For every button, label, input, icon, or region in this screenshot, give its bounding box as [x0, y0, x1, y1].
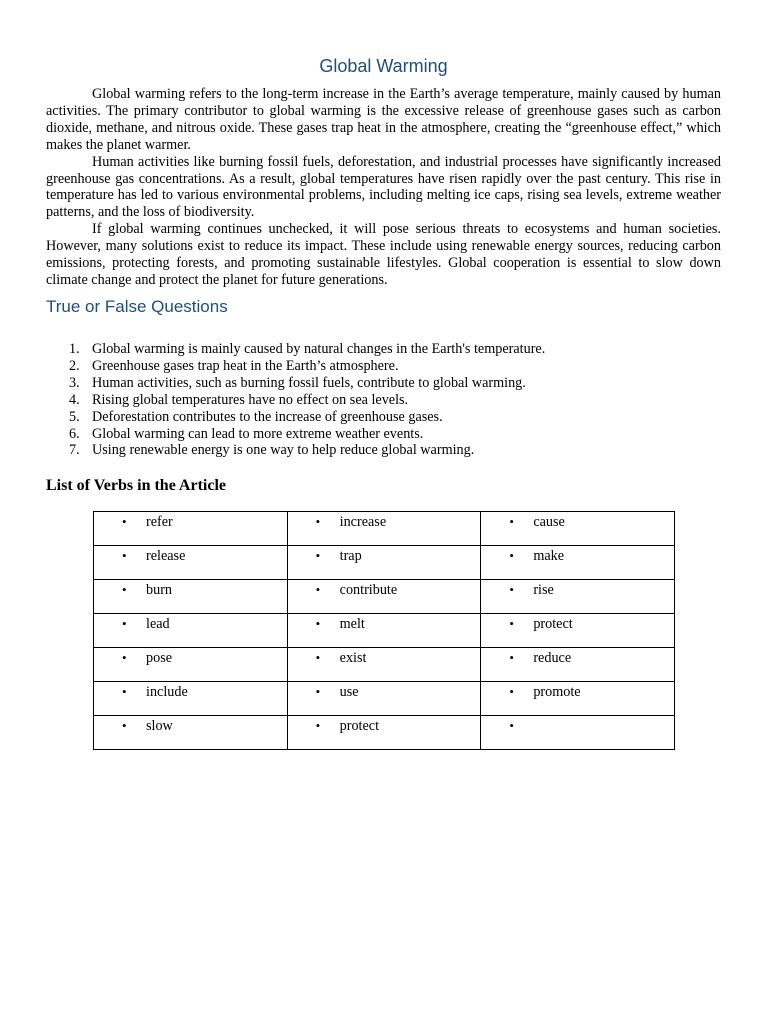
table-row	[94, 614, 675, 648]
bullet-icon: •	[122, 718, 127, 733]
verb-text: increase	[339, 514, 387, 530]
table-row	[94, 546, 675, 580]
question-item	[46, 341, 545, 358]
verb-text: make	[533, 548, 565, 564]
question-text: Deforestation contributes to the increase of greenhouse gases.	[92, 408, 443, 425]
bullet-icon: •	[509, 616, 514, 631]
question-number: 2.	[69, 357, 80, 374]
bullet-icon: •	[122, 616, 127, 631]
questions-list	[46, 341, 545, 459]
table-cell	[481, 614, 675, 648]
table-row	[94, 580, 675, 614]
question-item	[46, 442, 545, 459]
table-cell	[94, 648, 288, 682]
verb-text: rise	[533, 582, 554, 598]
bullet-icon: •	[509, 718, 514, 733]
table-cell	[287, 546, 481, 580]
question-item	[46, 392, 545, 409]
table-cell	[287, 648, 481, 682]
question-text: Global warming is mainly caused by natural changes in the Earth's temperature.	[92, 341, 546, 357]
table-cell	[287, 580, 481, 614]
verb-text: exist	[339, 650, 367, 666]
verb-text: pose	[146, 650, 173, 666]
verbs-table	[93, 511, 675, 750]
bullet-icon: •	[509, 514, 514, 529]
table-cell	[287, 614, 481, 648]
bullet-icon: •	[122, 582, 127, 597]
article-paragraph: Global warming refers to the long-term increase in the Earth’s average temperature, mainly caused by human activities. The primary contributor to global warming is the excessive release of greenhouse gases such as carbon dioxide, methane, and nitrous oxide. These gases trap heat in the atmosphere, creating the “greenhouse effect,” which makes the planet warmer.	[46, 86, 721, 153]
verb-text: promote	[533, 684, 581, 700]
bullet-icon: •	[315, 514, 321, 529]
verb-text: protect	[339, 718, 380, 734]
table-cell	[481, 682, 675, 716]
verb-text: melt	[339, 616, 365, 632]
bullet-icon: •	[315, 616, 321, 631]
table-cell	[287, 682, 481, 716]
question-item	[46, 409, 545, 426]
table-cell	[481, 546, 675, 580]
verb-text: contribute	[339, 582, 398, 598]
bullet-icon: •	[315, 582, 321, 597]
table-cell	[287, 716, 481, 750]
table-row	[94, 512, 675, 546]
article-paragraph: Human activities like burning fossil fuels, deforestation, and industrial processes have significantly increased greenhouse gas concentrations. As a result, global temperatures have risen rapidly over the past century. This rise in temperature has led to various environmental problems, including melting ice caps, rising sea levels, extreme weather patterns, and the loss of biodiversity.	[46, 153, 721, 221]
verb-text: protect	[533, 616, 573, 632]
table-cell	[94, 546, 288, 580]
table-row	[94, 648, 675, 682]
question-text: Human activities, such as burning fossil fuels, contribute to global warming.	[92, 374, 526, 391]
table-cell	[94, 716, 288, 750]
verb-text: burn	[146, 582, 173, 598]
bullet-icon: •	[509, 582, 514, 597]
table-row	[94, 682, 675, 716]
question-number: 3.	[69, 374, 80, 391]
bullet-icon: •	[509, 650, 514, 665]
verb-text: lead	[146, 616, 170, 632]
verb-text: slow	[146, 718, 173, 734]
bullet-icon: •	[315, 718, 321, 733]
question-item	[46, 426, 545, 443]
question-text: Greenhouse gases trap heat in the Earth’s atmosphere.	[92, 357, 399, 374]
question-text: Global warming can lead to more extreme weather events.	[92, 425, 424, 442]
question-number: 7.	[69, 442, 80, 459]
table-cell	[481, 648, 675, 682]
verb-text: release	[146, 548, 186, 564]
bullet-icon: •	[509, 548, 514, 563]
question-item	[46, 358, 545, 375]
bullet-icon: •	[122, 650, 127, 665]
bullet-icon: •	[122, 548, 127, 563]
question-number: 6.	[69, 425, 80, 442]
article-paragraph: If global warming continues unchecked, it will pose serious threats to ecosystems and human societies. However, many solutions exist to reduce its impact. These include using renewable energy sources, reducing carbon emissions, protecting forests, and promoting sustainable lifestyles. Global cooperation is essential to slow down climate change and protect the planet for future generations.	[46, 221, 721, 288]
question-number: 4.	[69, 391, 80, 408]
table-row	[94, 716, 675, 750]
table-cell	[94, 614, 288, 648]
questions-heading: True or False Questions	[46, 297, 228, 316]
bullet-icon: •	[315, 684, 321, 699]
verb-text: refer	[146, 514, 173, 530]
verb-text: cause	[533, 514, 565, 530]
bullet-icon: •	[315, 548, 321, 563]
article-body	[46, 86, 721, 289]
question-text: Rising global temperatures have no effect on sea levels.	[92, 391, 409, 408]
table-cell	[481, 580, 675, 614]
bullet-icon: •	[122, 514, 127, 529]
question-item	[46, 375, 545, 392]
table-cell	[94, 580, 288, 614]
table-cell	[94, 682, 288, 716]
table-cell	[287, 512, 481, 546]
verb-text: reduce	[533, 650, 572, 666]
verb-text: trap	[339, 548, 362, 564]
document-title: Global Warming	[319, 56, 448, 76]
bullet-icon: •	[509, 684, 514, 699]
question-number: 1.	[69, 341, 80, 357]
bullet-icon: •	[315, 650, 321, 665]
table-cell	[481, 512, 675, 546]
table-cell	[94, 512, 288, 546]
verb-text: include	[146, 684, 188, 700]
question-text: Using renewable energy is one way to help reduce global warming.	[92, 442, 475, 459]
bullet-icon: •	[122, 684, 127, 699]
question-number: 5.	[69, 408, 80, 425]
verbs-heading: List of Verbs in the Article	[46, 477, 226, 494]
verb-text: use	[339, 684, 359, 700]
table-cell	[481, 716, 675, 750]
